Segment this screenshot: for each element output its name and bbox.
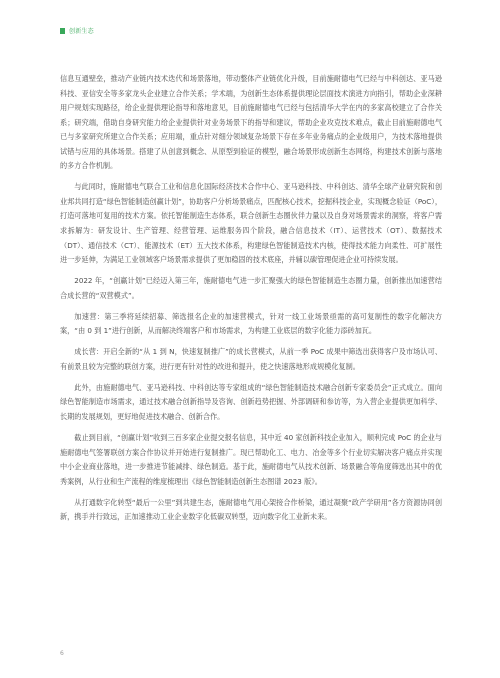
section-title: 创新生态 [69, 28, 94, 35]
paragraph-growth-camp: 成长营：开启全新的“从 1 到 N，快速复制推广”的成长营模式，从前一季 PoC 成果中筛选出获得客户及市场认可、有前景且较为完整的联创方案，进行更有针对性的改进和提升，使之快速落地形成规模化复制。 [60, 347, 442, 371]
paragraph-conclusion: 从打通数字化转型“最后一公里”到共建生态，施耐德电气用心架接合作桥梁，通过凝聚“政产学研用”各方资源协同创新，携手并行致远，正加速推动工业企业数字化低碳双转型，迈向数字化工业新未来。 [60, 497, 442, 522]
page-header [60, 26, 94, 35]
section-marker-icon [60, 28, 65, 34]
document-body [60, 72, 442, 531]
page-number: 6 [60, 650, 64, 657]
paragraph-continuation: 信息互通壁垒，推动产业链内技术迭代和场景落地，带动整体产业链优化升级，目前施耐德电气已经与中科创达、亚马逊科技、亚信安全等多家龙头企业建立合作关系；学术端，为创新生态体系提供理论层面技术演进方向指引，帮助企业深耕用户规划实现路径，给企业提供理论指导和落地意见，目前施耐德电气已经与包括清华大学在内的多家高校建立了合作关系；研究端，借助自身研究能力给企业提供针对业务场景下的指导和建议，帮助企业攻克技术难点，截止目前施耐德电气已与多家研究所建立合作关系；应用端，重点针对细分领域复杂场景下存在多年业务痛点的企业级用户，为技术落地提供试错与应用的具体场景。搭建了从创意到概念、从原型到验证的模型，融合场景形成创新生态网络，构建技术创新与落地的多方合作机制。 [60, 74, 442, 171]
paragraph-accelerator-camp: 加速营：第三季将延续招募、筛选报名企业的加速营模式，针对一线工业场景亟需的高可复制性的数字化解决方案，“由 0 到 1”进行创新，从而解决终端客户和市场需求，为构建工业底层的数字化能力添砖加瓦。 [60, 311, 442, 336]
paragraph-2022-dual-camp: 2022 年，“创赢计划”已经迈入第三年，施耐德电气进一步汇聚强大的绿色智能制造生态圈力量，创新推出加速营结合成长营的“双营模式”。 [60, 276, 442, 300]
paragraph-progress: 截止到目前，“创赢计划”收到三百多家企业提交报名信息，其中近 40 家创新科技企业加入，顺利完成 PoC 的企业与施耐德电气签署联创方案合作协议并开始进行复制推广。现已帮助化工、电力、冶金等多个行业切实解决客户痛点并实现中小企业商业落地，进一步推进节能减排、绿色制造。基于此，施耐德电气从技术创新、场景融合等角度筛选出其中的优秀案例，从行业和生产流程的维度梳理出《绿色智能制造创新生态图谱 2023 版》。 [60, 433, 442, 486]
paragraph-win-plan: 与此同时，施耐德电气联合工业和信息化国际经济技术合作中心、亚马逊科技、中科创达、清华全球产业研究院和创业邦共同打造“绿色智能制造创赢计划”，协助客户分析场景痛点，匹配核心技术，挖掘科技企业，实现概念验证（PoC），打造可落地可复用的技术方案。依托智能制造生态体系，联合创新生态圈伙伴力量以及自身对场景需求的洞察，将客户需求拆解为：研发设计、生产管理、经营管理、运维服务四个阶段，融合信息技术（IT）、运营技术（OT）、数据技术（DT）、通信技术（CT）、能源技术（ET）五大技术体系，构建绿色智能制造技术内核，使得技术能力向柔性、可扩展性进一步延伸，为满足工业领域客户场景需求提供了更加稳固的技术底座，并辅以碳管理促进企业可持续发展。 [60, 182, 442, 265]
paragraph-expert-committee: 此外，由施耐德电气、亚马逊科技、中科创达等专家组成的“绿色智能制造技术融合创新专家委员会”正式成立。面向绿色智能制造市场需求，通过技术融合创新指导及咨询、创新趋势把握、外部调研和参访等，为入营企业提供更加科学、长期的发展规划，更好地促进技术融合、创新合作。 [60, 382, 442, 421]
